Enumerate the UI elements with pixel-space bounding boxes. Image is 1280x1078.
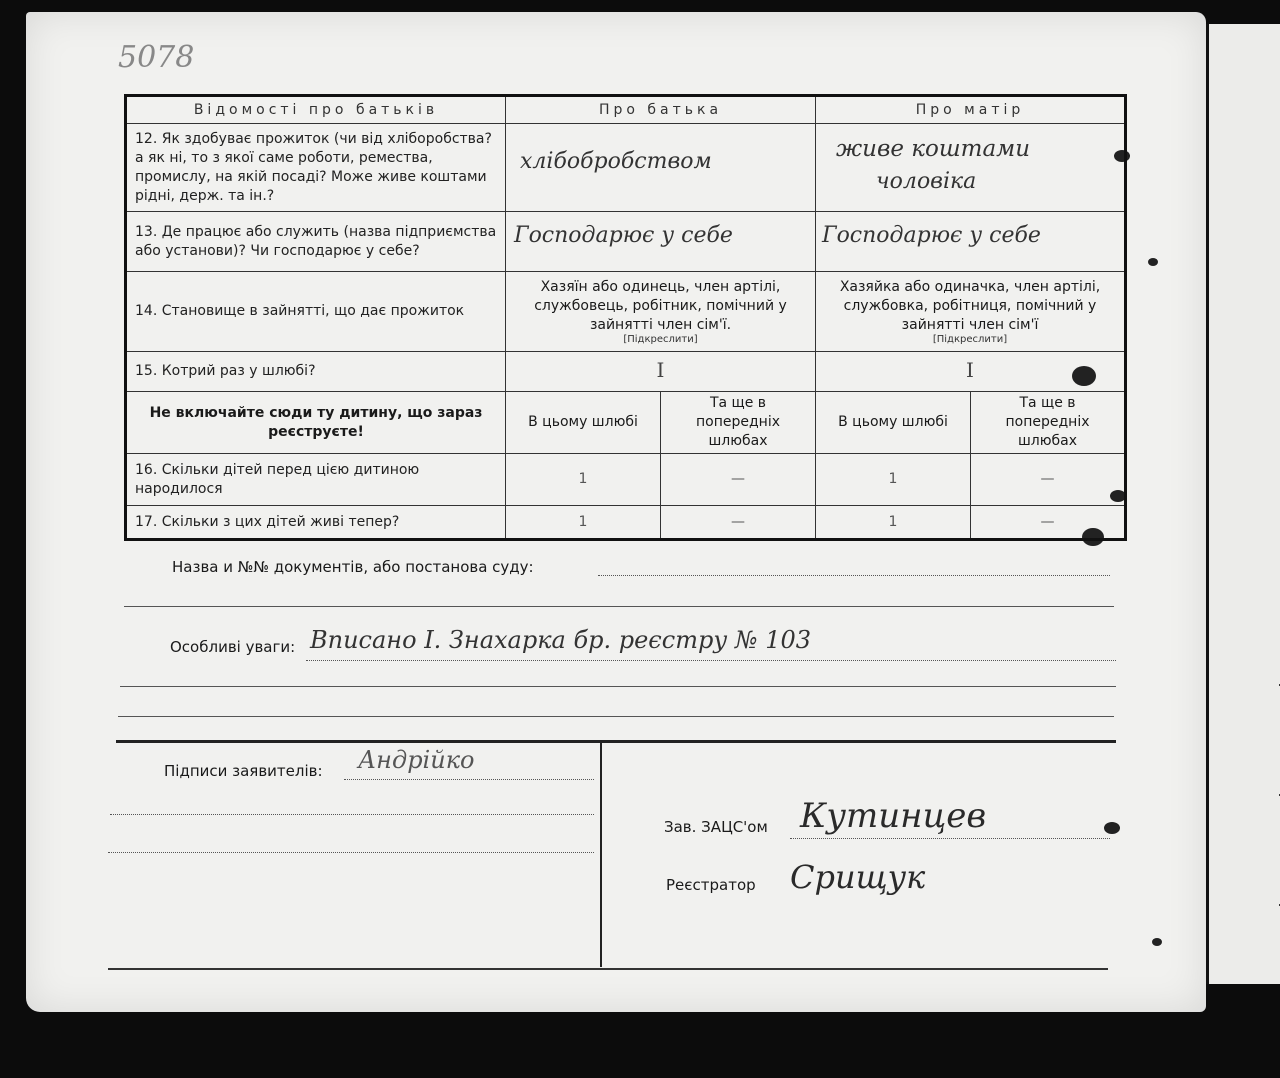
answer-13-mother (816, 212, 1126, 272)
handwriting: хлібобробством (520, 149, 712, 174)
head-line (790, 838, 1110, 839)
answer-14-father (506, 272, 816, 352)
answer-16-value: — (661, 454, 816, 506)
answer-15-father (506, 352, 816, 392)
signatures-handwriting: Андрійко (358, 746, 475, 774)
remarks-label: Особливі уваги: (170, 638, 296, 656)
remarks-handwriting: Вписано I. Знахарка бр. реєстру № 103 (310, 626, 812, 654)
head-signature: Кутинцев (800, 796, 987, 836)
remarks-line-2 (120, 686, 1116, 687)
handwriting: Господарює у себе (822, 223, 1041, 248)
remarks-line (306, 660, 1116, 661)
header-mother: Про матір (816, 96, 1126, 124)
answer-17-value: — (661, 506, 816, 540)
vertical-divider (600, 742, 602, 967)
question-14: 14. Становище в зайнятті, що дає прожиток (126, 272, 506, 352)
corner-note: 5078 (118, 40, 195, 75)
answer-12-mother (816, 124, 1126, 212)
punch-hole (1104, 822, 1120, 834)
handwriting: I (656, 357, 665, 382)
subheader-mother-prev-marriages: Та ще в попередніх шлюбах (971, 392, 1126, 454)
signatures-line-3 (108, 852, 594, 853)
head-label: Зав. ЗАЦС'ом (664, 818, 768, 836)
signatures-label: Підписи заявителів: (164, 762, 323, 780)
question-17: 17. Скільки з цих дітей живі тепер? (126, 506, 506, 540)
signatures-line-2 (110, 814, 594, 815)
header-father: Про батька (506, 96, 816, 124)
handwriting: Господарює у себе (514, 223, 733, 248)
answer-15-mother (816, 352, 1126, 392)
handwriting: чоловіка (876, 169, 977, 194)
question-12: 12. Як здобуває прожиток (чи від хліборобства? а як ні, то з якої саме роботи, ремества, промислу, на якій посаді? Може живе коштами рідні, держ. та ін.? (126, 124, 506, 212)
subheader-father-this-marriage: В цьому шлюбі (506, 392, 661, 454)
answer-16-value: 1 (506, 454, 661, 506)
underline-instruction: [Підкреслити] (932, 334, 1008, 345)
documents-label: Назва и №№ документів, або постанова суду: (172, 558, 534, 576)
occupation-options-mother: Хазяйка або одиначка, член артілі, службовка, робітниця, помічний у зайнятті член сім'ї (839, 279, 1101, 333)
bottom-line (108, 968, 1108, 970)
header-parents-info: Відомості про батьків (126, 96, 506, 124)
punch-hole (1152, 938, 1162, 946)
answer-12-father (506, 124, 816, 212)
subheader-father-prev-marriages: Та ще в попередніх шлюбах (661, 392, 816, 454)
separator (116, 740, 1116, 743)
parents-info-table (124, 94, 1127, 541)
answer-17-value: 1 (816, 506, 971, 540)
signatures-line (344, 779, 594, 780)
question-15: 15. Котрий раз у шлюбі? (126, 352, 506, 392)
documents-line-2 (124, 606, 1114, 607)
documents-line (598, 575, 1110, 576)
answer-17-value: 1 (506, 506, 661, 540)
punch-hole (1148, 258, 1158, 266)
remarks-line-3 (118, 716, 1114, 717)
question-16: 16. Скільки дітей перед цією дитиною народилося (126, 454, 506, 506)
handwriting: I (966, 357, 974, 382)
registrar-label: Реєстратор (666, 876, 756, 894)
answer-16-value: 1 (816, 454, 971, 506)
answer-16-value: — (971, 454, 1126, 506)
answer-13-father (506, 212, 816, 272)
question-13: 13. Де працює або служить (назва підприємства або установи)? Чи господарює у себе? (126, 212, 506, 272)
adjacent-page (1206, 24, 1280, 984)
registrar-signature: Срищук (790, 858, 926, 896)
subheader-mother-this-marriage: В цьому шлюбі (816, 392, 971, 454)
answer-14-mother (816, 272, 1126, 352)
underline-instruction: [Підкреслити] (623, 334, 698, 345)
children-note: Не включайте сюди ту дитину, що зараз реєструєте! (126, 392, 506, 454)
handwriting: живе коштами (836, 136, 1031, 162)
answer-17-value: — (971, 506, 1126, 540)
occupation-options-father: Хазяїн або одинець, член артілі, службовець, робітник, помічний у зайнятті член сім'ї. (534, 279, 787, 333)
